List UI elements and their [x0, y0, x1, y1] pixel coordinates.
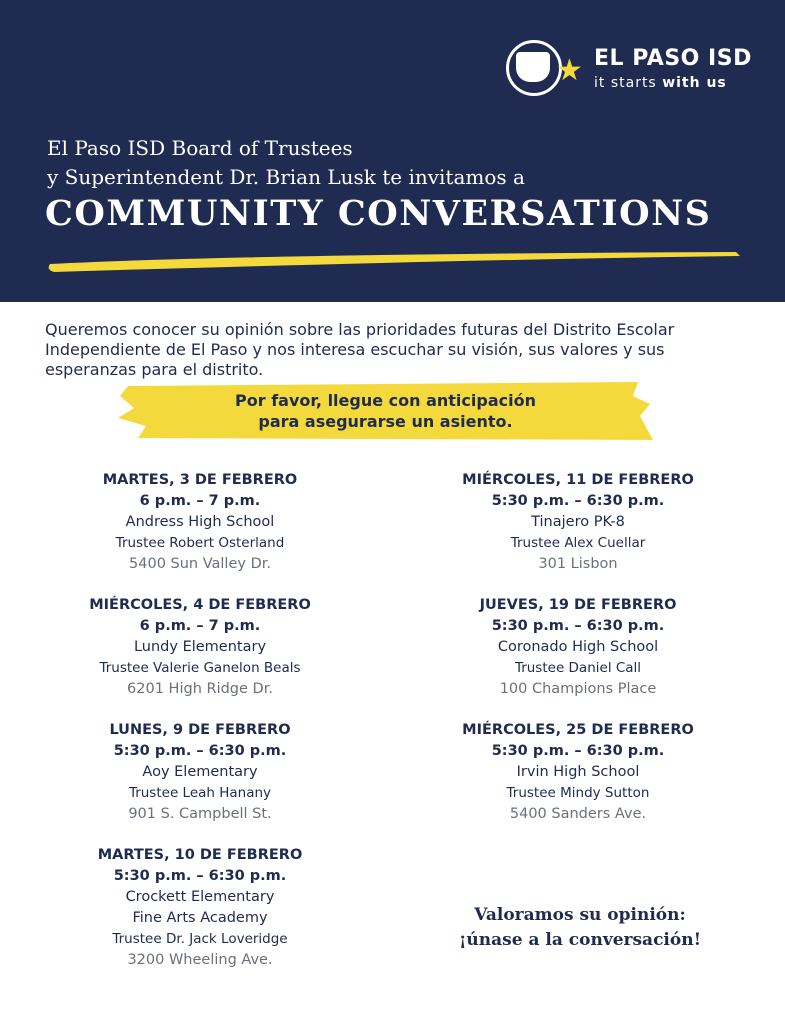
event-date: MARTES, 3 DE FEBRERO	[102, 472, 298, 488]
event-address: 100 Champions Place	[499, 681, 657, 697]
event-block	[30, 595, 370, 700]
event-venue: Coronado High School	[497, 639, 659, 655]
event-time: 5:30 p.m. – 6:30 p.m.	[113, 868, 287, 884]
closing-line-2: ¡únase a la conversación!	[458, 930, 702, 950]
event-time: 5:30 p.m. – 6:30 p.m.	[491, 618, 665, 634]
event-trustee: Trustee Robert Osterland	[115, 535, 285, 551]
event-trustee: Trustee Mindy Sutton	[506, 785, 650, 801]
event-time: 5:30 p.m. – 6:30 p.m.	[491, 493, 665, 509]
event-venue: Aoy Elementary	[142, 764, 258, 780]
event-block	[408, 595, 748, 700]
tagline-bold: with us	[662, 75, 727, 91]
event-venue-line-2: Fine Arts Academy	[132, 910, 268, 926]
event-address: 5400 Sanders Ave.	[509, 806, 647, 822]
event-venue: Lundy Elementary	[133, 639, 267, 655]
header-banner	[0, 0, 785, 302]
event-address: 301 Lisbon	[538, 556, 618, 572]
event-date: LUNES, 9 DE FEBRERO	[109, 722, 291, 738]
event-trustee: Trustee Alex Cuellar	[510, 535, 646, 551]
closing-message	[420, 903, 740, 953]
event-trustee: Trustee Dr. Jack Loveridge	[112, 931, 288, 947]
event-address: 901 S. Campbell St.	[128, 806, 272, 822]
lead-paragraph: Queremos conocer su opinión sobre las prioridades futuras del Distrito Escolar Independiente de El Paso y nos interesa escuchar su visión, sus valores y sus esperanzas para el distrito.	[45, 320, 675, 379]
event-date: MIÉRCOLES, 11 DE FEBRERO	[462, 472, 694, 488]
event-date: MIÉRCOLES, 25 DE FEBRERO	[462, 722, 694, 738]
event-venue: Irvin High School	[516, 764, 640, 780]
event-date: MARTES, 10 DE FEBRERO	[97, 847, 303, 863]
event-date: JUEVES, 19 DE FEBRERO	[479, 597, 677, 613]
intro-text	[47, 134, 525, 192]
event-trustee: Trustee Leah Hanany	[128, 785, 272, 801]
el-paso-isd-logo	[506, 38, 756, 100]
closing-line-1: Valoramos su opinión:	[474, 905, 686, 925]
event-address: 5400 Sun Valley Dr.	[129, 556, 271, 572]
event-time: 6 p.m. – 7 p.m.	[139, 493, 261, 509]
event-date: MIÉRCOLES, 4 DE FEBRERO	[89, 597, 311, 613]
arrive-early-banner	[118, 390, 653, 432]
event-trustee: Trustee Daniel Call	[514, 660, 642, 676]
banner-line-1: Por favor, llegue con anticipación	[235, 391, 536, 410]
event-block	[30, 470, 370, 575]
banner-line-2: para asegurarse un asiento.	[258, 412, 513, 431]
event-block	[408, 470, 748, 575]
logo-name: EL PASO ISD	[594, 46, 752, 71]
event-address: 3200 Wheeling Ave.	[127, 952, 273, 968]
event-venue: Andress High School	[125, 514, 275, 530]
intro-line-1: El Paso ISD Board of Trustees	[47, 136, 353, 160]
event-venue: Crockett Elementary	[125, 889, 275, 905]
logo-tagline	[594, 75, 727, 91]
yellow-brush-stroke	[46, 250, 740, 272]
intro-line-2: y Superintendent Dr. Brian Lusk te invitamos a	[47, 165, 525, 189]
event-time: 6 p.m. – 7 p.m.	[139, 618, 261, 634]
event-venue: Tinajero PK-8	[531, 514, 625, 530]
tagline-part: it starts	[594, 75, 657, 91]
page-title: COMMUNITY CONVERSATIONS	[45, 193, 712, 234]
event-block	[408, 720, 748, 825]
event-time: 5:30 p.m. – 6:30 p.m.	[113, 743, 287, 759]
event-block	[30, 845, 370, 971]
event-trustee: Trustee Valerie Ganelon Beals	[99, 660, 301, 676]
logo-ship-icon	[516, 52, 550, 82]
event-time: 5:30 p.m. – 6:30 p.m.	[491, 743, 665, 759]
star-icon: ★	[556, 53, 583, 88]
event-block	[30, 720, 370, 825]
event-address: 6201 High Ridge Dr.	[127, 681, 273, 697]
